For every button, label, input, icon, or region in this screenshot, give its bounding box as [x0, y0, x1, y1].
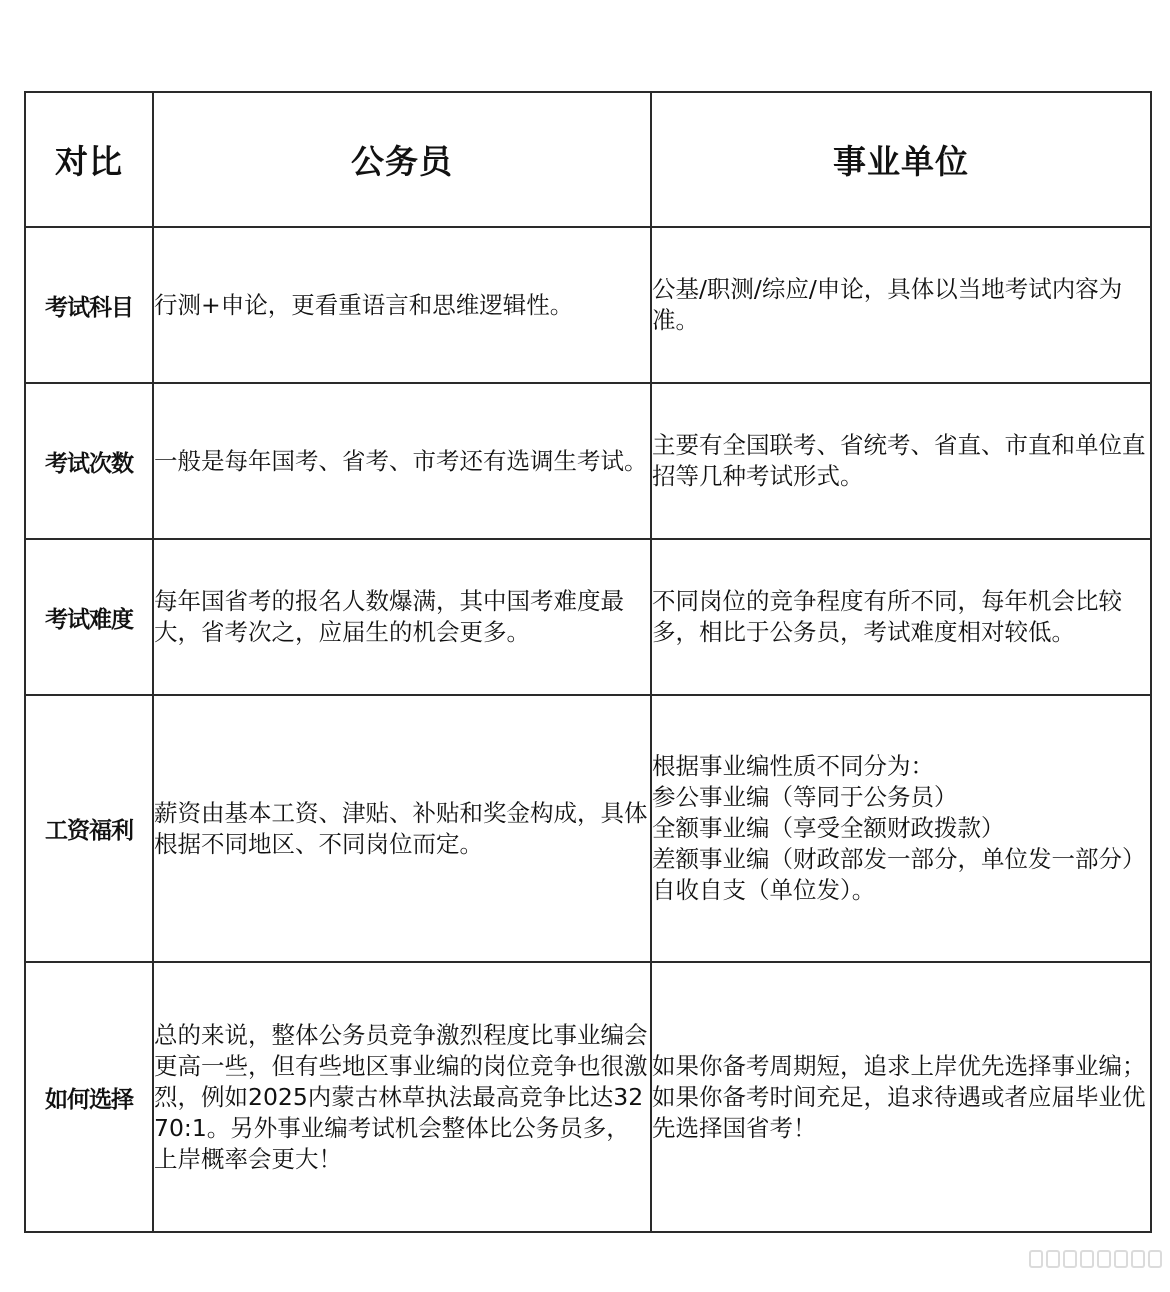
institution-cell: [651, 695, 1151, 962]
civil-servant-cell: [153, 539, 651, 695]
civil-servant-cell: [153, 227, 651, 383]
row-label: 考试次数: [25, 383, 153, 539]
table-row: [25, 962, 1151, 1232]
row-label: 工资福利: [25, 695, 153, 962]
cell-text: 公基/职测/综应/申论，具体以当地考试内容为准。: [652, 275, 1123, 334]
cell-text: 主要有全国联考、省统考、省直、市直和单位直招等几种考试形式。: [652, 431, 1146, 490]
table-row: [25, 383, 1151, 539]
civil-servant-cell: [153, 383, 651, 539]
cell-text: 一般是每年国考、省考、市考还有选调生考试。: [154, 446, 648, 475]
comparison-table: [24, 91, 1152, 1233]
table-row: [25, 227, 1151, 383]
header-public-institution: 事业单位: [651, 92, 1151, 227]
cell-text: 如果你备考周期短，追求上岸优先选择事业编；如果你备考时间充足，追求待遇或者应届毕业优先选择国省考！: [652, 1051, 1146, 1142]
row-label: 如何选择: [25, 962, 153, 1232]
cell-text: 参公事业编（等同于公务员）: [652, 783, 958, 811]
cell-text: 每年国省考的报名人数爆满，其中国考难度最大，省考次之，应届生的机会更多。: [154, 587, 624, 646]
table-row: [25, 695, 1151, 962]
cell-text: 行测+申论，更看重语言和思维逻辑性。: [154, 290, 574, 319]
cell-text: 不同岗位的竞争程度有所不同，每年机会比较多，相比于公务员，考试难度相对较低。: [652, 587, 1122, 646]
institution-cell: [651, 539, 1151, 695]
cell-text: 总的来说，整体公务员竞争激烈程度比事业编会更高一些，但有些地区事业编的岗位竞争也很激烈，例如2025内蒙古林草执法最高竞争比达3270:1。另外事业编考试机会整体比公务员多，上岸概率会更大！: [154, 1020, 648, 1173]
cell-text: 薪资由基本工资、津贴、补贴和奖金构成，具体根据不同地区、不同岗位而定。: [154, 798, 648, 858]
institution-cell: [651, 227, 1151, 383]
cell-text: 自收自支（单位发）。: [652, 876, 876, 904]
cell-text: 根据事业编性质不同分为：: [652, 752, 934, 780]
header-civil-servant: 公务员: [153, 92, 651, 227]
row-label: 考试科目: [25, 227, 153, 383]
cell-text: 全额事业编（享受全额财政拨款）: [652, 814, 1005, 842]
table-row: [25, 539, 1151, 695]
civil-servant-cell: [153, 962, 651, 1232]
watermark-icon: [1029, 1250, 1162, 1268]
institution-cell: [651, 383, 1151, 539]
header-compare: 对比: [25, 92, 153, 227]
cell-text: 差额事业编（财政部发一部分，单位发一部分）: [652, 845, 1146, 873]
row-label: 考试难度: [25, 539, 153, 695]
header-row: [25, 92, 1151, 227]
institution-cell: [651, 962, 1151, 1232]
civil-servant-cell: [153, 695, 651, 962]
